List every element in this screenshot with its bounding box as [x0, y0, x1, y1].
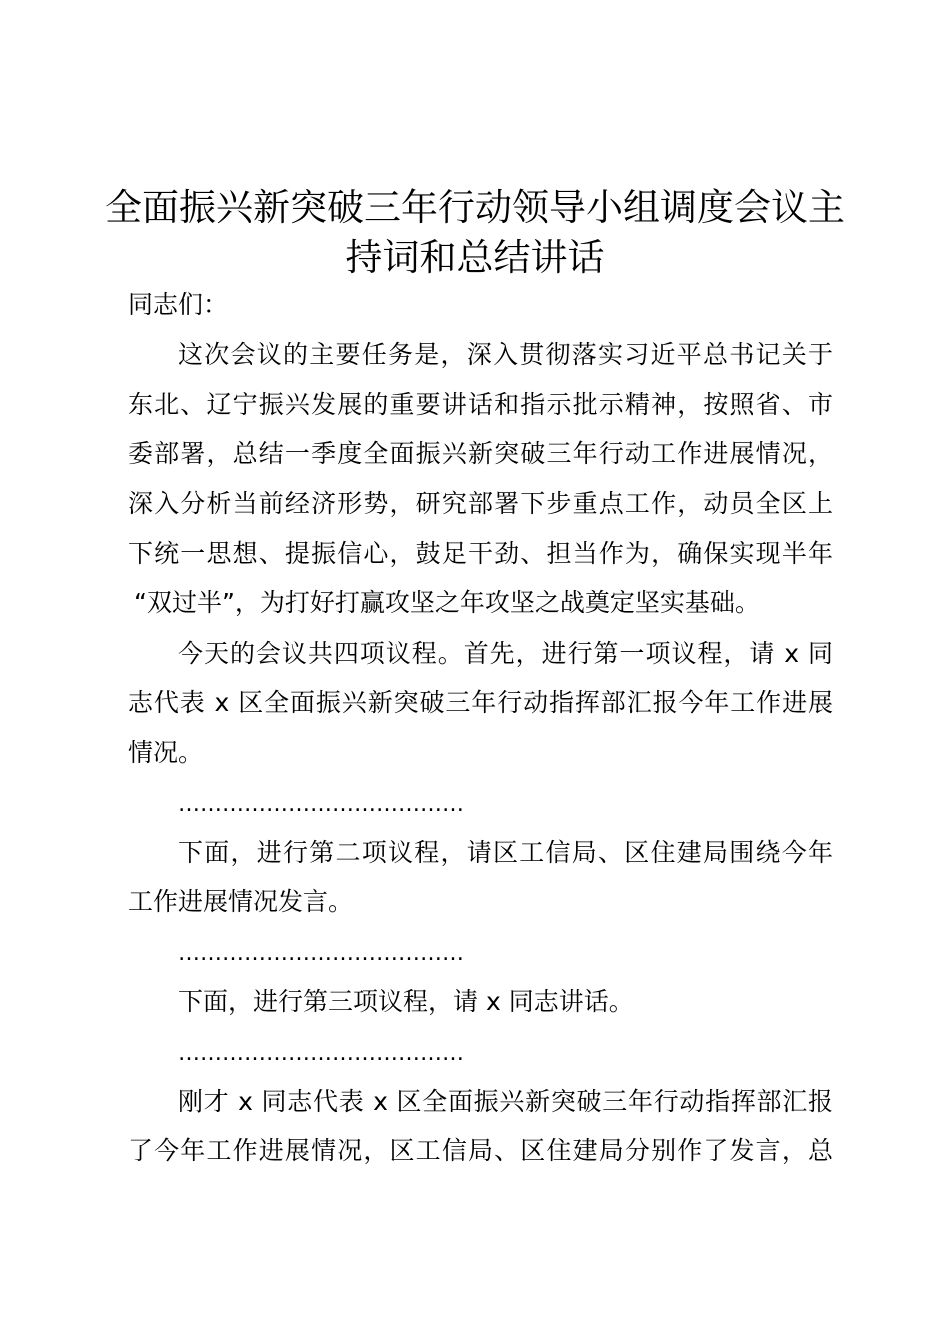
- salutation: 同志们：: [128, 290, 229, 319]
- paragraph-line: “双过半”，为打好打赢攻坚之年攻坚之战奠定坚实基础。: [134, 588, 760, 617]
- paragraph-line: 这次会议的主要任务是，深入贯彻落实习近平总书记关于: [178, 340, 833, 369]
- paragraph-line: 深入分析当前经济形势，研究部署下步重点工作，动员全区上: [128, 489, 833, 518]
- paragraph-line: 刚才 x 同志代表 x 区全面振兴新突破三年行动指挥部汇报: [178, 1087, 833, 1116]
- paragraph-line: 东北、辽宁振兴发展的重要讲话和指示批示精神，按照省、市: [128, 390, 833, 419]
- paragraph-line: 下面，进行第二项议程，请区工信局、区住建局围绕今年: [178, 838, 833, 867]
- paragraph-line: 情况。: [128, 738, 204, 767]
- ellipsis-separator: …………………………………: [178, 1041, 464, 1066]
- paragraph-line: 委部署，总结一季度全面振兴新突破三年行动工作进展情况，: [128, 439, 833, 468]
- paragraph-line: 下统一思想、提振信心，鼓足干劲、担当作为，确保实现半年: [128, 539, 833, 568]
- paragraph-line: 今天的会议共四项议程。首先，进行第一项议程，请 x 同: [178, 639, 833, 668]
- ellipsis-separator: …………………………………: [178, 792, 464, 817]
- paragraph-line: 志代表 x 区全面振兴新突破三年行动指挥部汇报今年工作进展: [128, 688, 833, 717]
- document-title-line-1: 全面振兴新突破三年行动领导小组调度会议主: [105, 186, 845, 229]
- paragraph-line: 工作进展情况发言。: [128, 887, 354, 916]
- paragraph-line: 下面，进行第三项议程，请 x 同志讲话。: [178, 987, 634, 1016]
- ellipsis-separator: …………………………………: [178, 941, 464, 966]
- document-title-line-2: 持词和总结讲话: [345, 236, 605, 279]
- paragraph-line: 了今年工作进展情况，区工信局、区住建局分别作了发言，总: [128, 1136, 833, 1165]
